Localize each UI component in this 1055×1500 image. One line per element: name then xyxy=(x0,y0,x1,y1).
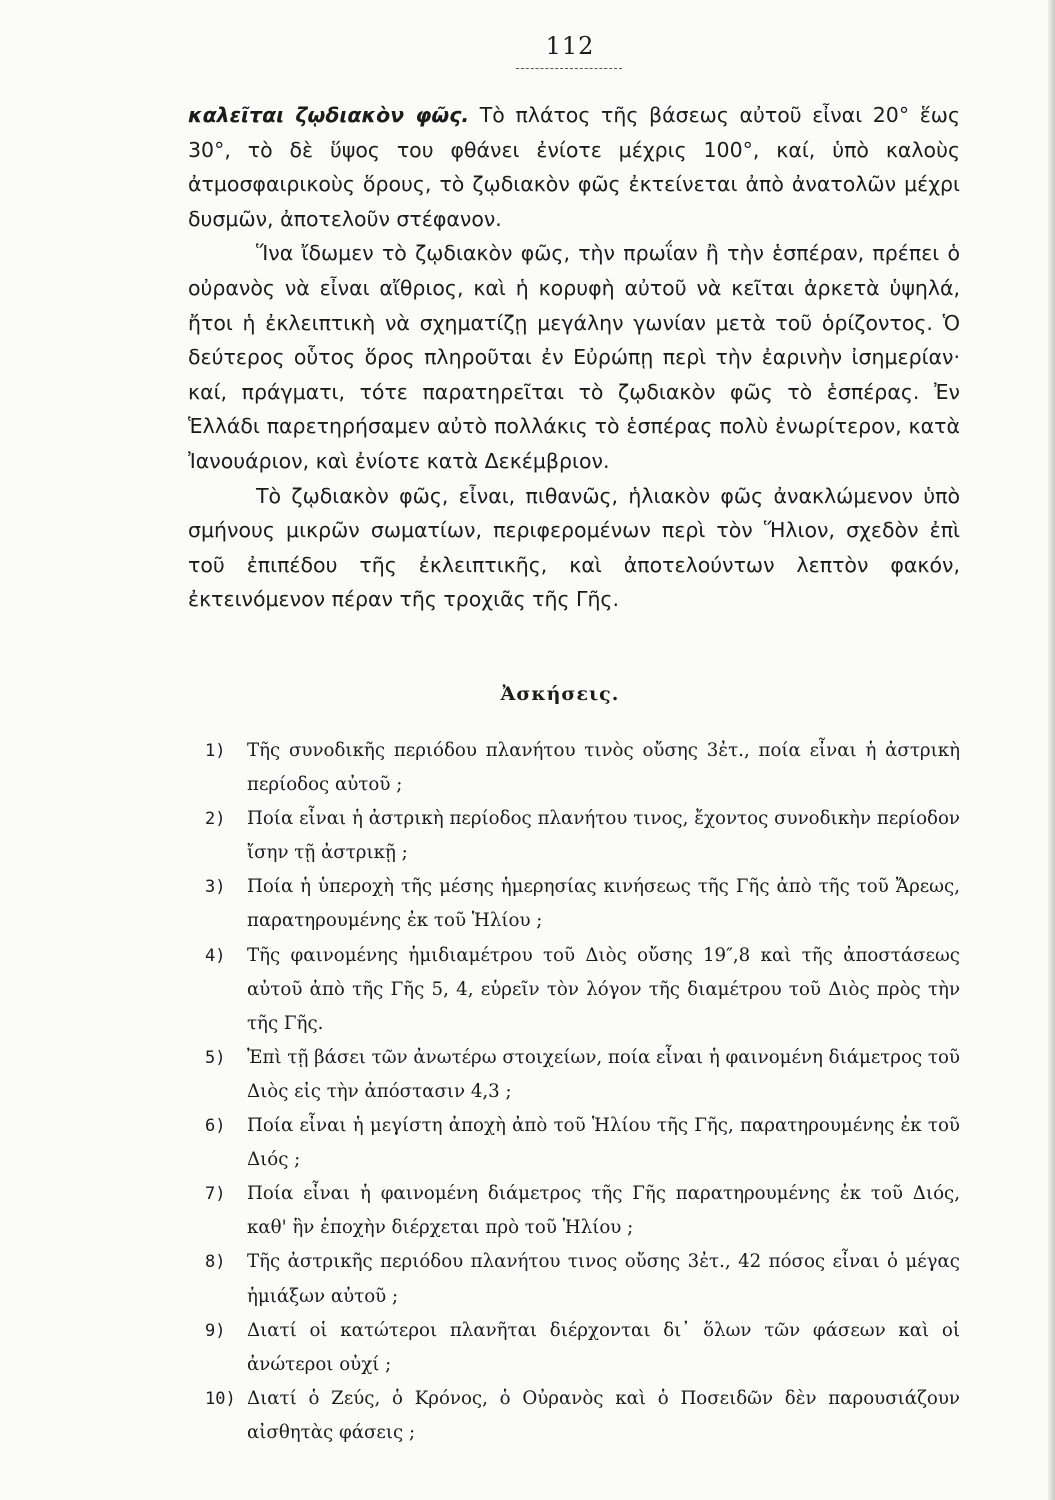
exercise-item xyxy=(205,1041,960,1109)
body-text xyxy=(188,98,960,617)
exercise-item xyxy=(205,870,960,938)
paragraph-2: Ἵνα ἴδωμεν τὸ ζῳδιακὸν φῶς, τὴν πρωΐαν ἢ τὴν ἑσπέραν, πρέπει ὁ οὐρανὸς νὰ εἶναι αἴθριος, καὶ ἡ κορυφὴ αὐτοῦ νὰ κεῖται ἀρκετὰ ὑψηλά, ἤτοι ἡ ἐκλειπτικὴ νὰ σχηματίζῃ μεγάλην γωνίαν μετὰ τοῦ ὁρίζοντος. Ὁ δεύτερος οὗτος ὅρος πληροῦται ἐν Εὐρώπῃ περὶ τὴν ἐαρινὴν ἰσημερίαν· καί, πράγματι, τότε παρατηρεῖται τὸ ζῳδιακὸν φῶς τὸ ἑσπέρας. Ἐν Ἑλλάδι παρετηρήσαμεν αὐτὸ πολλάκις τὸ ἑσπέρας πολὺ ἐνωρίτερον, κατὰ Ἰανουάριον, καὶ ἐνίοτε κατὰ Δεκέμβριον. xyxy=(188,241,960,473)
exercise-number: 9) xyxy=(205,1320,226,1341)
exercise-number: 6) xyxy=(205,1116,226,1137)
exercise-text: Τῆς συνοδικῆς περιόδου πλανήτου τινὸς οὔσης 3ἐτ., ποία εἶναι ἡ ἀστρικὴ περίοδος αὐτοῦ ; xyxy=(247,740,960,796)
exercise-text: Ποία εἶναι ἡ φαινομένη διάμετρος τῆς Γῆς παρατηρουμένης ἐκ τοῦ Διός, καθ' ἣν ἐποχὴν διέρχεται πρὸ τοῦ Ἡλίου ; xyxy=(247,1183,960,1239)
paragraph-1-lead: καλεῖται ζῳδιακὸν φῶς. xyxy=(188,103,470,127)
exercise-number: 10) xyxy=(205,1388,236,1409)
exercise-text: Ποία εἶναι ἡ μεγίστη ἀποχὴ ἀπὸ τοῦ Ἡλίου τῆς Γῆς, παρατηρουμένης ἐκ τοῦ Διός ; xyxy=(247,1115,960,1171)
exercise-list xyxy=(205,734,960,1450)
exercise-text: Τῆς φαινομένης ἡμιδιαμέτρου τοῦ Διὸς οὔσης 19″,8 καὶ τῆς ἀποστάσεως αὐτοῦ ἀπὸ τῆς Γῆς 5, 4, εὑρεῖν τὸν λόγον τῆς διαμέτρου τοῦ Διὸς πρὸς τὴν τῆς Γῆς. xyxy=(247,944,960,1034)
page-number-rule xyxy=(516,68,622,69)
exercise-item xyxy=(205,734,960,802)
exercise-item xyxy=(205,939,960,1041)
exercise-text: Διατί οἱ κατώτεροι πλανῆται διέρχονται δι᾿ ὅλων τῶν φάσεων καὶ οἱ ἀνώτεροι οὐχί ; xyxy=(247,1319,960,1375)
exercise-item xyxy=(205,1109,960,1177)
exercise-item xyxy=(205,1245,960,1313)
exercise-number: 5) xyxy=(205,1047,226,1068)
exercise-item xyxy=(205,1177,960,1245)
exercise-number: 3) xyxy=(205,877,226,898)
exercise-text: Ποία ἡ ὑπεροχὴ τῆς μέσης ἡμερησίας κινήσεως τῆς Γῆς ἀπὸ τῆς τοῦ Ἄρεως, παρατηρουμένης ἐκ τοῦ Ἡλίου ; xyxy=(247,876,960,932)
exercise-item xyxy=(205,1382,960,1450)
exercises-title: Ἀσκήσεις. xyxy=(500,683,620,705)
paragraph-1-text: Τὸ πλάτος τῆς βάσεως αὐτοῦ εἶναι 20° ἕως 30°, τὸ δὲ ὕψος του φθάνει ἐνίοτε μέχρις 100°, καί, ὑπὸ καλοὺς ἀτμοσφαιρικοὺς ὅρους, τὸ ζῳδιακὸν φῶς ἐκτείνεται ἀπὸ ἀνατολῶν μέχρι δυσμῶν, ἀποτελοῦν στέφανον. xyxy=(188,103,960,231)
exercise-number: 2) xyxy=(205,809,226,830)
exercise-number: 4) xyxy=(205,945,226,966)
exercise-text: Ποία εἶναι ἡ ἀστρικὴ περίοδος πλανήτου τινος, ἔχοντος συνοδικὴν περίοδον ἴσην τῇ ἀστρικῇ ; xyxy=(247,808,960,864)
exercise-item xyxy=(205,802,960,870)
exercise-number: 8) xyxy=(205,1252,226,1273)
exercise-text: Τῆς ἀστρικῆς περιόδου πλανήτου τινος οὔσης 3ἐτ., 42 πόσος εἶναι ὁ μέγας ἡμιάξων αὐτοῦ ; xyxy=(247,1251,960,1307)
exercise-number: 7) xyxy=(205,1184,226,1205)
paragraph-1 xyxy=(188,98,960,236)
scan-edge-shadow xyxy=(1048,0,1055,1500)
exercise-number: 1) xyxy=(205,741,226,761)
page-number: 112 xyxy=(545,32,595,60)
exercise-text: Ἐπὶ τῇ βάσει τῶν ἀνωτέρω στοιχείων, ποία εἶναι ἡ φαινομένη διάμετρος τοῦ Διὸς εἰς τὴν ἀπόστασιν 4,3 ; xyxy=(247,1046,960,1102)
exercise-item xyxy=(205,1314,960,1382)
paragraph-3: Τὸ ζῳδιακὸν φῶς, εἶναι, πιθανῶς, ἡλιακὸν φῶς ἀνακλώμενον ὑπὸ σμήνους μικρῶν σωματίων, περιφερομένων περὶ τὸν Ἥλιον, σχεδὸν ἐπὶ τοῦ ἐπιπέδου τῆς ἐκλειπτικῆς, καὶ ἀποτελούντων λεπτὸν φακόν, ἐκτεινόμενον πέραν τῆς τροχιᾶς τῆς Γῆς. xyxy=(188,483,960,612)
exercise-text: Διατί ὁ Ζεύς, ὁ Κρόνος, ὁ Οὐρανὸς καὶ ὁ Ποσειδῶν δὲν παρουσιάζουν αἰσθητὰς φάσεις ; xyxy=(247,1387,960,1443)
